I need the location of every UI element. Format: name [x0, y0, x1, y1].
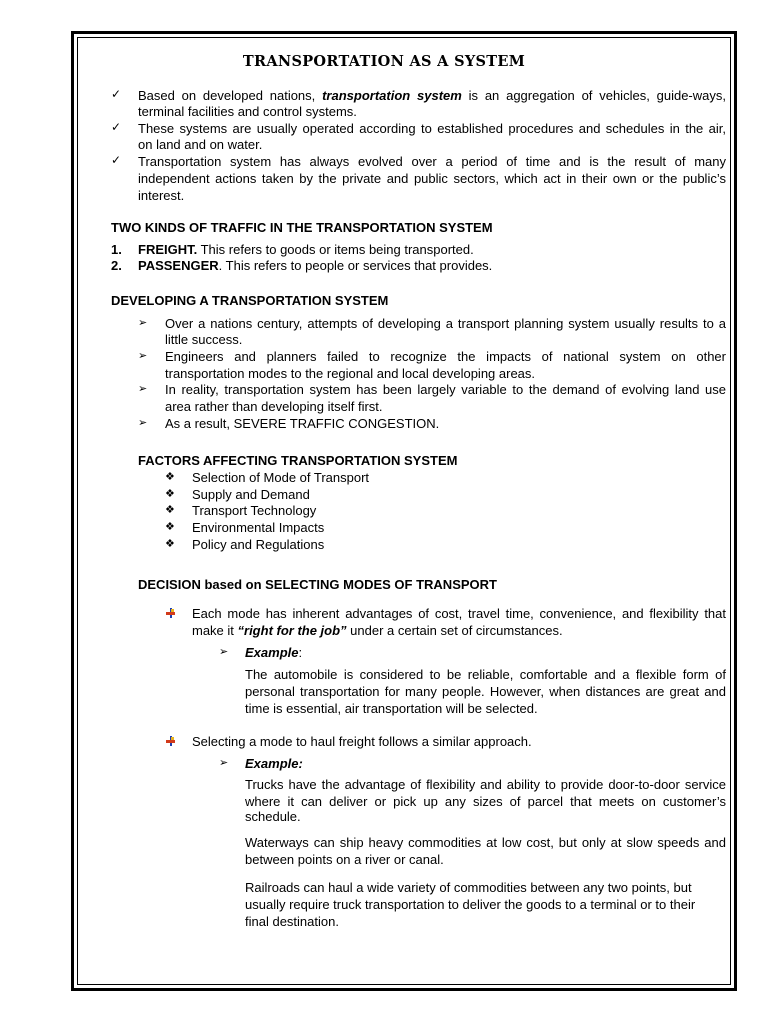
arrow-bullet-icon: ➢: [138, 383, 148, 395]
example-2-waterways-line-1: Waterways can ship heavy commodities at low cost, but only at slow speeds and: [245, 835, 726, 850]
decision-para-1-line-1: Each mode has inherent advantages of cost, travel time, convenience, and flexibility that: [192, 606, 726, 621]
decision-heading: DECISION based on SELECTING MODES OF TRANSPORT: [138, 577, 497, 592]
factor-item: Environmental Impacts: [192, 520, 325, 535]
checkmark-icon: ✓: [111, 120, 122, 134]
pushpin-bullet-icon: [166, 736, 175, 746]
developing-bullet-4: As a result, SEVERE TRAFFIC CONGESTION.: [165, 416, 440, 431]
arrow-bullet-icon: ➢: [138, 417, 148, 429]
arrow-bullet-icon: ➢: [219, 646, 229, 658]
factor-item: Selection of Mode of Transport: [192, 470, 370, 485]
developing-bullet-2-line-2: transportation modes to the regional and local developing areas.: [165, 366, 536, 381]
page-title: TRANSPORTATION AS A SYSTEM: [242, 53, 526, 70]
checkmark-icon: ✓: [111, 153, 122, 167]
example-1-label: Example:: [245, 645, 303, 660]
developing-bullet-1-line-2: little success.: [165, 332, 243, 347]
checkmark-icon: ✓: [111, 87, 122, 101]
diamond-bullet-icon: ❖: [165, 538, 175, 550]
decision-para-2: Selecting a mode to haul freight follows a similar approach.: [192, 734, 532, 749]
pushpin-bullet-icon: [166, 608, 175, 618]
intro-bullet-1-line-2: terminal facilities and control systems.: [138, 104, 357, 119]
example-2-trucks-line-1: Trucks have the advantage of flexibility and ability to provide door-to-door service: [245, 777, 726, 792]
traffic-item-2-number: 2.: [111, 258, 122, 273]
factor-item: Policy and Regulations: [192, 537, 325, 552]
diamond-bullet-icon: ❖: [165, 504, 175, 516]
arrow-bullet-icon: ➢: [138, 350, 148, 362]
example-2-waterways-line-2: between points on a river or canal.: [245, 852, 444, 867]
intro-bullet-3-line-2: independent actions taken by the private and public sectors, which act in their own or the public’s: [138, 171, 726, 186]
intro-bullet-2-line-1: These systems are usually operated according to established procedures and schedules in the air,: [138, 121, 726, 136]
example-1-line-3: time is essential, air transportation will be selected.: [245, 701, 538, 716]
traffic-item-1-number: 1.: [111, 242, 122, 257]
example-1-line-2: personal transportation for many people. However, when distances are great and: [245, 684, 726, 699]
developing-bullet-1-line-1: Over a nations century, attempts of developing a transport planning system usually results to a: [165, 316, 726, 331]
traffic-item-2: PASSENGER. This refers to people or services that provides.: [138, 258, 493, 273]
example-2-railroads-line-3: final destination.: [245, 914, 339, 929]
developing-bullet-2-line-1: Engineers and planners failed to recognize the impacts of national system on other: [165, 349, 726, 364]
intro-bullet-2-line-2: on land and on water.: [138, 137, 263, 152]
diamond-bullet-icon: ❖: [165, 488, 175, 500]
arrow-bullet-icon: ➢: [219, 757, 229, 769]
developing-bullet-3-line-2: area rather than developing itself first.: [165, 399, 383, 414]
intro-bullet-1-line-1: Based on developed nations, transportation system is an aggregation of vehicles, guide-ways,: [138, 88, 726, 103]
decision-para-1-line-2: make it “right for the job” under a certain set of circumstances.: [192, 623, 563, 638]
developing-bullet-3-line-1: In reality, transportation system has been largely variable to the demand of evolving land use: [165, 382, 726, 397]
factor-item: Supply and Demand: [192, 487, 310, 502]
example-2-trucks-line-3: schedule.: [245, 809, 301, 824]
arrow-bullet-icon: ➢: [138, 317, 148, 329]
traffic-item-1: FREIGHT. This refers to goods or items being transported.: [138, 242, 474, 257]
example-1-line-1: The automobile is considered to be reliable, comfortable and a flexible form of: [245, 667, 726, 682]
factor-item: Transport Technology: [192, 503, 317, 518]
factors-heading: FACTORS AFFECTING TRANSPORTATION SYSTEM: [138, 453, 458, 468]
intro-bullet-3-line-1: Transportation system has always evolved over a period of time and is the result of many: [138, 154, 726, 169]
example-2-trucks-line-2: where it can deliver or pick up any sizes of parcel that meets on customer’s: [245, 794, 726, 809]
diamond-bullet-icon: ❖: [165, 521, 175, 533]
diamond-bullet-icon: ❖: [165, 471, 175, 483]
example-2-label: Example:: [245, 756, 303, 771]
example-2-railroads-line-2: usually require truck transportation to deliver the goods to a terminal or to their: [245, 897, 696, 912]
traffic-heading: TWO KINDS OF TRAFFIC IN THE TRANSPORTATION SYSTEM: [111, 220, 493, 235]
intro-bullet-3-line-3: interest.: [138, 188, 185, 203]
developing-heading: DEVELOPING A TRANSPORTATION SYSTEM: [111, 293, 389, 308]
example-2-railroads-line-1: Railroads can haul a wide variety of commodities between any two points, but: [245, 880, 692, 895]
